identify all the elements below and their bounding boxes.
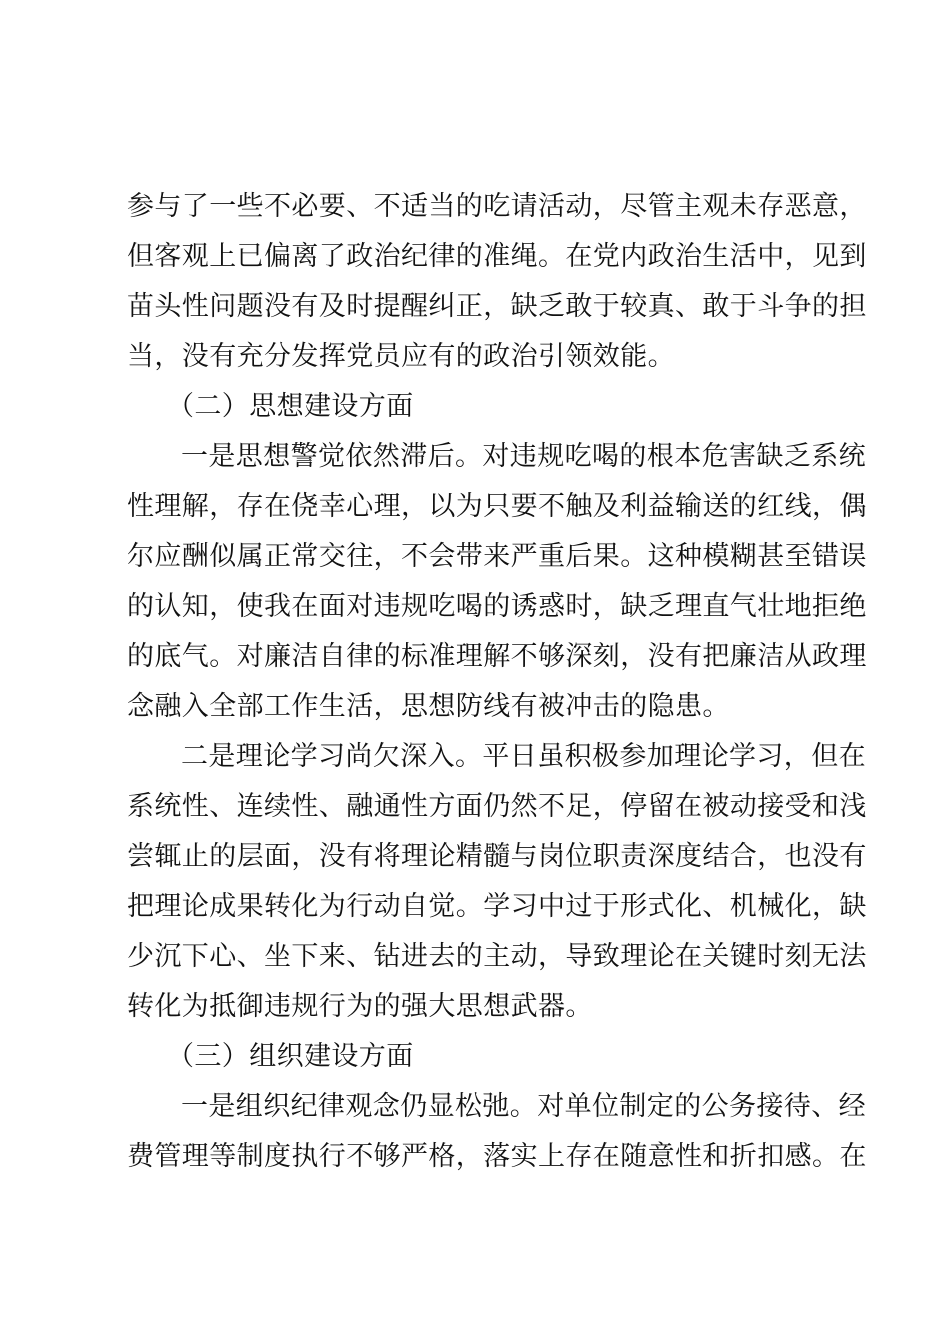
document-body — [127, 182, 867, 1182]
section-heading-text: （二）思想建设方面 — [167, 391, 414, 422]
paragraph-continuation — [127, 182, 867, 382]
section-heading-text: （三）组织建设方面 — [167, 1041, 414, 1072]
text-line: 的认知，使我在面对违规吃喝的诱惑时，缺乏理直气壮地拒绝 — [127, 591, 867, 622]
text-line: 念融入全部工作生活，思想防线有被冲击的隐患。 — [127, 691, 730, 722]
text-line: 性理解，存在侥幸心理，以为只要不触及利益输送的红线，偶 — [127, 491, 867, 522]
text-line: 系统性、连续性、融通性方面仍然不足，停留在被动接受和浅 — [127, 791, 867, 822]
text-line: 的底气。对廉洁自律的标准理解不够深刻，没有把廉洁从政理 — [127, 641, 867, 672]
text-line: 二是理论学习尚欠深入。平日虽积极参加理论学习，但在 — [181, 741, 866, 772]
text-line: 苗头性问题没有及时提醒纠正，缺乏敢于较真、敢于斗争的担 — [127, 291, 867, 322]
paragraph-organization-1 — [127, 1082, 867, 1182]
section-heading-organization — [127, 1032, 833, 1082]
text-line: 少沉下心、坐下来、钻进去的主动，导致理论在关键时刻无法 — [127, 941, 867, 972]
text-line: 参与了一些不必要、不适当的吃请活动，尽管主观未存恶意， — [127, 191, 867, 222]
text-line: 一是组织纪律观念仍显松弛。对单位制定的公务接待、经 — [181, 1091, 866, 1122]
text-line: 把理论成果转化为行动自觉。学习中过于形式化、机械化，缺 — [127, 891, 867, 922]
paragraph-thought-2 — [127, 732, 867, 1032]
section-heading-thought — [127, 382, 833, 432]
text-line: 当，没有充分发挥党员应有的政治引领效能。 — [127, 341, 675, 372]
text-line: 尝辄止的层面，没有将理论精髓与岗位职责深度结合，也没有 — [127, 841, 867, 872]
text-line: 但客观上已偏离了政治纪律的准绳。在党内政治生活中，见到 — [127, 241, 867, 272]
text-line: 费管理等制度执行不够严格，落实上存在随意性和折扣感。在 — [127, 1141, 867, 1172]
text-line: 尔应酬似属正常交往，不会带来严重后果。这种模糊甚至错误 — [127, 541, 867, 572]
paragraph-thought-1 — [127, 432, 867, 732]
text-line: 一是思想警觉依然滞后。对违规吃喝的根本危害缺乏系统 — [181, 441, 866, 472]
text-line: 转化为抵御违规行为的强大思想武器。 — [127, 991, 593, 1022]
